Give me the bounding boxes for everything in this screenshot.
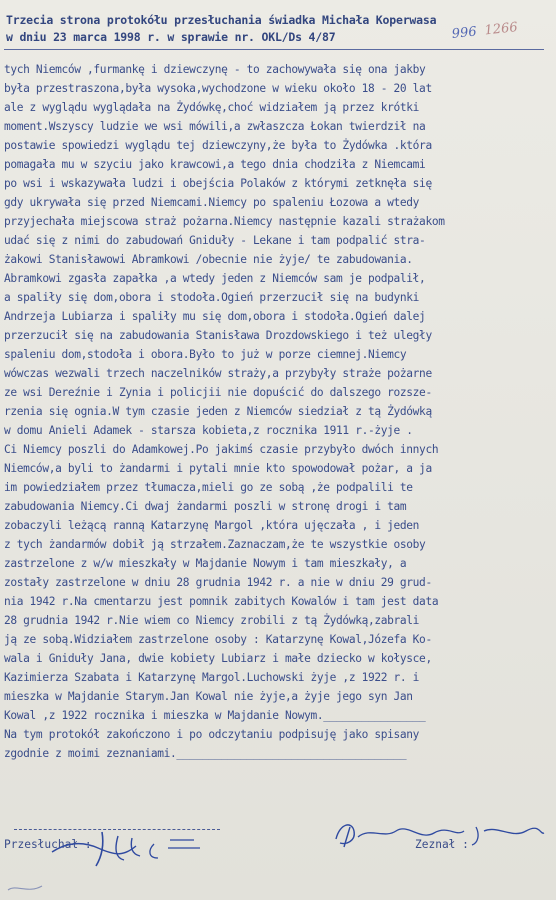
body-line: ale z wyglądu wyglądała na Żydówkę,choć widziałem ją przez krótki (4, 101, 420, 114)
body-line: spaleniu dom,stodoła i obora.Było to już w porze ciemnej.Niemcy (4, 348, 407, 361)
body-line: z tych żandarmów dobił ją strzałem.Zaznaczam,że te wszystkie osoby (4, 538, 426, 551)
body-line: rzenia się ognia.W tym czasie jeden z Niemców siedział z tą Żydówką (4, 405, 432, 418)
header-line-2: w dniu 23 marca 1998 r. w sprawie nr. OKL/Ds 4/87 (6, 30, 336, 44)
body-line: zobaczyli leżącą ranną Katarzynę Margol ,która ujęczała , i jeden (4, 519, 420, 532)
body-line: w domu Anieli Adamek - starsza kobieta,z rocznika 1911 r.-żyje . (4, 424, 413, 437)
body-line: Kazimierza Szabata i Katarzynę Margol.Luchowski żyje ,z 1922 r. i (4, 671, 420, 684)
body-line: zostały zastrzelone w dniu 28 grudnia 1942 r. a nie w dniu 29 grud- (4, 576, 432, 589)
body-line: a spaliły się dom,obora i stodoła.Ogień przerzucił się na budynki (4, 291, 420, 304)
body-line: była przestraszona,była wysoka,wychodzone w wieku około 18 - 20 lat (4, 82, 432, 95)
body-line: przerzucił się na zabudowania Stanisława Drozdowskiego i też uległy (4, 329, 432, 342)
body-line: po wsi i wskazywała ludzi i obejścia Polaków z którymi zetknęła się (4, 177, 432, 190)
body-line: Abramkowi zgasła zapałka ,a wtedy jeden z Niemców sam je podpalił, (4, 272, 426, 285)
interrogator-label: Przesłuchał : (4, 838, 92, 851)
margin-pencil-mark (6, 880, 46, 896)
body-line: Na tym protokół zakończono i po odczytaniu podpisuję jako spisany (4, 728, 420, 741)
witness-signature (330, 815, 550, 853)
header-underline (4, 49, 544, 50)
body-line: Ci Niemcy poszli do Adamkowej.Po jakimś czasie przybyło dwóch innych (4, 443, 439, 456)
document-header (0, 12, 510, 46)
body-line: zgodnie z moimi zeznaniami.____________________________________ (4, 747, 407, 760)
body-line: moment.Wszyscy ludzie we wsi mówili,a zwłaszcza Łokan twierdził na (4, 120, 426, 133)
body-line: ją ze sobą.Widziałem zastrzelone osoby : Katarzynę Kowal,Józefa Ko- (4, 633, 432, 646)
body-line: Andrzeja Lubiarza i spaliły mu się dom,obora i stodoła.Ogień dalej (4, 310, 426, 323)
body-line: ze wsi Dereźnie i Zynia i policjii nie dopuścić do dalszego rozsze- (4, 386, 432, 399)
body-line: 28 grudnia 1942 r.Nie wiem co Niemcy zrobili z tą Żydówką,zabrali (4, 614, 420, 627)
body-line: zabudowania Niemcy.Ci dwaj żandarmi poszli w stronę drogi i tam (4, 500, 407, 513)
body-line: zastrzelone z w/w mieszkały w Majdanie Nowym i tam mieszkały, a (4, 557, 407, 570)
document-body (0, 60, 556, 763)
body-line: tych Niemców ,furmankę i dziewczynę - to zachowywała się ona jakby (4, 63, 426, 76)
body-line: wala i Gniduły Jana, dwie kobiety Lubiarz i małe dziecko w kołysce, (4, 652, 432, 665)
header-line-1: Trzecia strona protokółu przesłuchania świadka Michała Koperwasa (6, 13, 437, 27)
stamp-number-left: 996 (451, 24, 478, 42)
body-line: Kowal ,z 1922 rocznika i mieszka w Majdanie Nowym.________________ (4, 709, 426, 722)
body-line: wówczas wezwali trzech naczelników straży,a przybyły straże pożarne (4, 367, 432, 380)
body-line: nia 1942 r.Na cmentarzu jest pomnik zabitych Kowalów i tam jest data (4, 595, 439, 608)
body-line: gdy ukrywała się przed Niemcami.Niemcy po spaleniu Łozowa a wtedy (4, 196, 420, 209)
interrogator-signature (44, 826, 214, 870)
body-line: żakowi Stanisławowi Abramkowi /obecnie nie żyje/ te zabudowania. (4, 253, 413, 266)
body-line: pomagała mu w szyciu jako krawcowi,a tego dnia chodziła z Niemcami (4, 158, 426, 171)
body-line: udać się z nimi do zabudowań Gniduły - Lekane i tam podpalić stra- (4, 234, 426, 247)
witness-label: Zeznał : (415, 838, 469, 851)
body-line: Niemców,a byli to żandarmi i pytali mnie kto spowodował pożar, a ja (4, 462, 432, 475)
body-line: postawie spowiedzi wyglądu tej dziewczyny,że była to Żydówka .która (4, 139, 432, 152)
body-line: mieszka w Majdanie Starym.Jan Kowal nie żyje,a żyje jego syn Jan (4, 690, 413, 703)
body-line: im powiedziałem przez tłumacza,mieli go ze sobą ,że podpalili te (4, 481, 413, 494)
body-line: przyjechała miejscowa straż pożarna.Niemcy następnie kazali strażakom (4, 215, 445, 228)
stamp-number-right: 1266 (483, 20, 519, 39)
